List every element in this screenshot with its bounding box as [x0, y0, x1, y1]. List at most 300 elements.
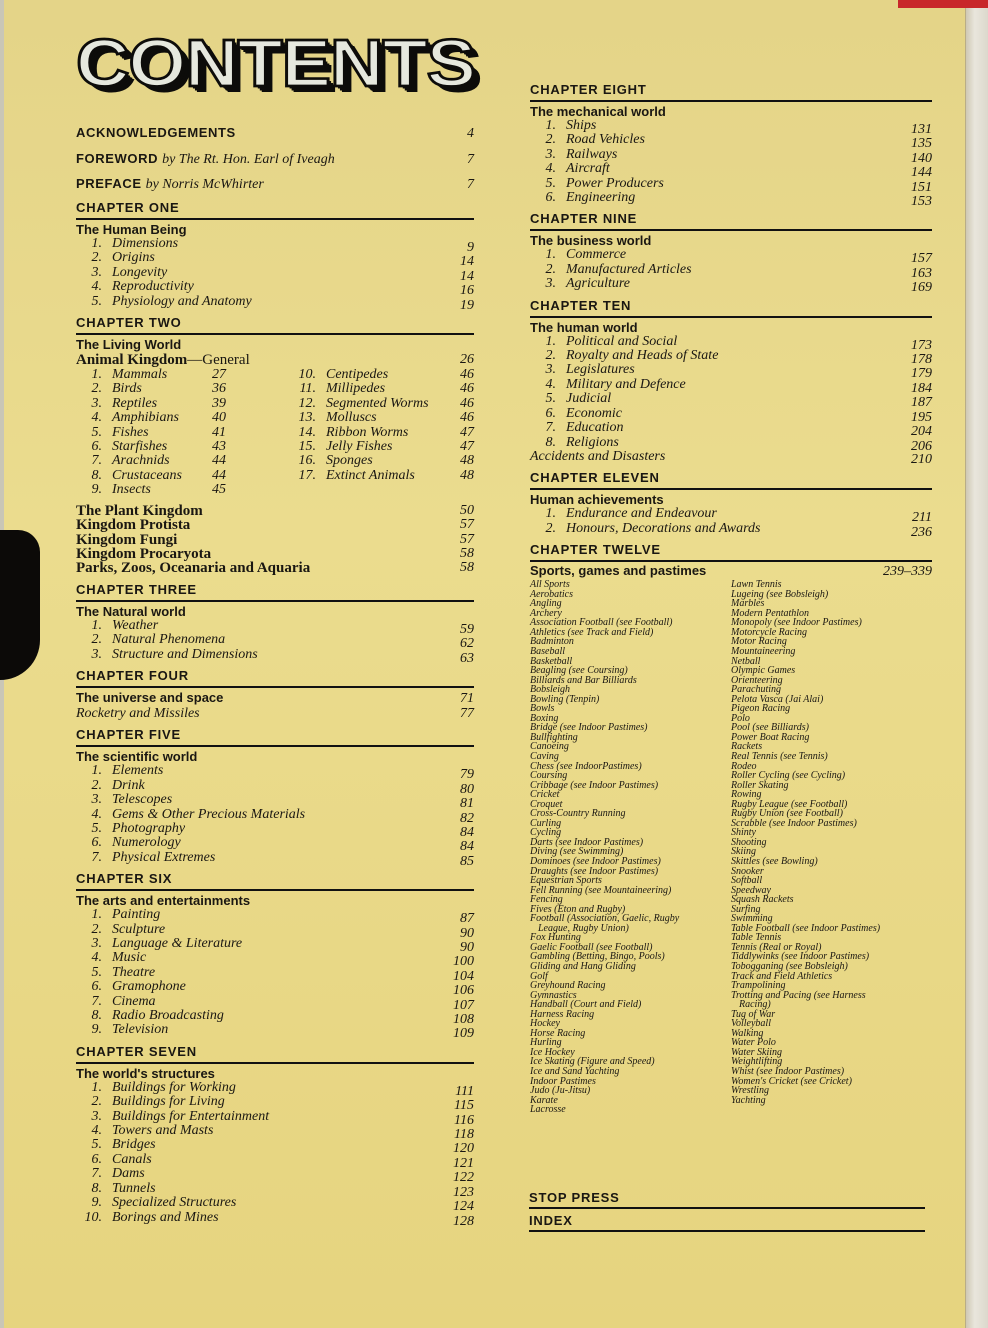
sport-entry[interactable]: Equestrian Sports	[530, 875, 602, 887]
item-number: 4.	[545, 376, 556, 392]
sport-entry[interactable]: Softball	[731, 875, 763, 887]
sport-entry[interactable]: Ice and Sand Yachting	[530, 1066, 620, 1078]
front-matter-acknowledgements[interactable]	[76, 125, 474, 142]
chapter-subtitle-row[interactable]	[76, 691, 474, 707]
sport-entry[interactable]: Motor Racing	[731, 636, 787, 648]
toc-entry[interactable]	[530, 161, 932, 181]
page-number: 184	[911, 380, 932, 396]
sport-entry[interactable]: Ice Skating (Figure and Speed)	[530, 1056, 655, 1068]
item-number: 5.	[91, 1137, 102, 1153]
sport-entry[interactable]: Water Skiing	[731, 1046, 783, 1058]
sport-entry[interactable]: Beagling (see Coursing)	[530, 665, 628, 677]
front-matter-preface[interactable]	[76, 175, 474, 192]
sport-entry[interactable]: Bullfighting	[530, 731, 578, 743]
animal-entry[interactable]	[76, 469, 288, 483]
toc-entry[interactable]	[76, 763, 474, 783]
sport-entry[interactable]: Pool (see Billiards)	[731, 722, 809, 734]
item-number: 14.	[298, 424, 316, 440]
toc-entry[interactable]	[76, 849, 474, 869]
item-number: 2.	[545, 348, 556, 364]
toc-entry[interactable]	[76, 1180, 474, 1200]
sport-entry[interactable]: Monopoly (see Indoor Pastimes)	[731, 617, 862, 629]
item-number: 2.	[91, 921, 102, 937]
front-matter-foreword[interactable]	[76, 150, 474, 167]
page-number: 45	[212, 482, 226, 498]
item-label: Economic	[566, 405, 622, 421]
sport-entry[interactable]: Shinty	[731, 827, 756, 839]
page-number: 7	[467, 177, 474, 192]
chapter-heading[interactable]: CHAPTER ELEVEN	[530, 470, 932, 490]
sport-entry[interactable]: Rugby Union (see Football)	[731, 808, 843, 820]
sport-entry[interactable]: Bowling (Tenpin)	[530, 693, 600, 705]
toc-entry[interactable]	[76, 293, 474, 313]
animal-entry[interactable]	[76, 368, 288, 382]
toc-entry[interactable]	[530, 175, 932, 195]
sport-entry[interactable]: Lacrosse	[530, 1104, 566, 1116]
sport-entry[interactable]: Gaelic Football (see Football)	[530, 941, 653, 953]
item-label: Cinema	[112, 993, 156, 1009]
toc-entry[interactable]	[530, 405, 932, 425]
toc-entry[interactable]	[530, 132, 932, 152]
sport-entry[interactable]: Hockey	[530, 1018, 560, 1030]
page-number: 131	[911, 122, 932, 137]
toc-entry[interactable]	[76, 1022, 474, 1042]
sport-entry[interactable]: Pigeon Racing	[731, 703, 791, 715]
page-number: 43	[212, 439, 226, 455]
page-number: 122	[453, 1170, 474, 1186]
sport-entry[interactable]: Table Tennis	[731, 932, 782, 944]
chapter-subtitle: The arts and entertainments	[76, 893, 251, 909]
item-number: 1.	[91, 763, 102, 779]
animal-entry[interactable]	[288, 368, 474, 382]
item-label: Fishes	[112, 424, 149, 440]
sport-entry[interactable]: Tennis (Real or Royal)	[731, 941, 822, 953]
sport-entry[interactable]: Shooting	[731, 836, 767, 848]
page-range: 239–339	[883, 564, 932, 580]
animal-entry[interactable]	[76, 483, 288, 497]
sport-entry[interactable]: Rackets	[731, 741, 763, 753]
page-number: 169	[911, 280, 932, 296]
toc-entry[interactable]	[76, 1108, 474, 1128]
toc-entry[interactable]	[76, 632, 474, 652]
toc-entry[interactable]	[76, 1123, 474, 1143]
item-label: Kingdom Procaryota	[76, 545, 212, 562]
sport-entry[interactable]: Real Tennis (see Tennis)	[731, 750, 828, 762]
front-matter	[76, 125, 474, 192]
sport-entry[interactable]: Aerobatics	[530, 588, 573, 600]
item-number: 13.	[298, 410, 316, 426]
item-label: Specialized Structures	[112, 1195, 237, 1211]
sport-entry[interactable]: Basketball	[530, 655, 573, 667]
toc-entry[interactable]	[76, 1151, 474, 1171]
toc-entry[interactable]	[76, 907, 474, 927]
sport-entry[interactable]: Darts (see Indoor Pastimes)	[530, 836, 644, 848]
page-number: 47	[460, 439, 474, 455]
sport-entry[interactable]: Tiddlywinks (see Indoor Pastimes)	[731, 951, 870, 963]
sport-entry[interactable]: Judo (Ju-Jitsu)	[530, 1085, 591, 1097]
item-label: Commerce	[566, 247, 627, 263]
item-label: Natural Phenomena	[112, 632, 226, 648]
item-number: 1.	[91, 907, 102, 923]
page-number: 118	[454, 1127, 474, 1143]
page-number: 57	[460, 517, 474, 533]
chapter-heading[interactable]: CHAPTER TWO	[76, 315, 474, 335]
chapter-subtitle: The mechanical world	[530, 104, 666, 119]
sport-entry[interactable]: Polo	[731, 712, 750, 724]
animal-kingdom-suffix: —General	[187, 352, 250, 369]
toc-entry[interactable]	[76, 964, 474, 984]
toc-entry[interactable]	[530, 118, 932, 137]
kingdom-entry[interactable]	[76, 504, 474, 518]
page-number: 79	[460, 767, 474, 783]
sport-entry[interactable]: Racing)	[739, 999, 771, 1011]
toc-entry[interactable]	[530, 333, 932, 353]
item-number: 6.	[91, 979, 102, 995]
item-label: Amphibians	[112, 410, 179, 426]
page-number: 178	[911, 352, 932, 368]
sport-entry[interactable]: Orienteering	[731, 674, 783, 686]
sport-entry[interactable]: Draughts (see Indoor Pastimes)	[530, 865, 659, 877]
sport-entry[interactable]: Handball (Court and Field)	[530, 999, 642, 1011]
sport-entry[interactable]: Women's Cricket (see Cricket)	[731, 1075, 852, 1087]
item-number: 10.	[84, 1209, 102, 1225]
page-number: 47	[460, 424, 474, 440]
toc-entry[interactable]	[76, 617, 474, 637]
sport-entry[interactable]: Gymnastics	[530, 989, 577, 1001]
toc-entry[interactable]	[76, 777, 474, 797]
item-number: 9.	[91, 1022, 102, 1038]
item-number: 1.	[91, 367, 102, 383]
page-number: 179	[911, 366, 932, 382]
item-number: 8.	[545, 434, 556, 450]
sport-entry[interactable]: Roller Cycling (see Cycling)	[731, 770, 846, 782]
toc-entry[interactable]	[530, 434, 932, 454]
kingdom-entry[interactable]	[76, 547, 474, 561]
sport-entry[interactable]: Snooker	[731, 865, 764, 877]
item-label: Telescopes	[112, 792, 173, 808]
sport-entry[interactable]: Squash Rackets	[731, 894, 794, 906]
sport-entry[interactable]: Skiing	[731, 846, 756, 858]
sport-entry[interactable]: Gambling (Betting, Bingo, Pools)	[530, 951, 665, 963]
chapter-heading[interactable]: CHAPTER ONE	[76, 200, 474, 220]
kingdom-entry[interactable]	[76, 518, 474, 532]
sport-entry[interactable]: Track and Field Athletics	[731, 970, 833, 982]
toc-entry[interactable]	[76, 792, 474, 812]
item-number: 4.	[91, 950, 102, 966]
stop-press-entry[interactable]: STOP PRESS	[529, 1190, 925, 1209]
sport-entry[interactable]: Wrestling	[731, 1085, 769, 1097]
sport-entry[interactable]: Weightlifting	[731, 1056, 783, 1068]
sport-entry[interactable]: Cross-Country Running	[530, 808, 626, 820]
item-label: Music	[112, 950, 147, 966]
toc-entry[interactable]	[530, 261, 932, 281]
animal-entry[interactable]	[288, 411, 474, 425]
sport-entry[interactable]: Volleyball	[731, 1018, 771, 1030]
toc-entry[interactable]	[530, 247, 932, 267]
sport-entry[interactable]: Whist (see Indoor Pastimes)	[731, 1066, 845, 1078]
toc-entry[interactable]	[76, 236, 474, 255]
item-number: 5.	[91, 820, 102, 836]
sport-entry[interactable]: Curling	[530, 817, 562, 829]
item-label: Ships	[566, 118, 597, 133]
sport-entry[interactable]: Power Boat Racing	[731, 731, 810, 743]
sport-entry[interactable]: Bridge (see Indoor Pastimes)	[530, 722, 648, 734]
item-label: Buildings for Living	[112, 1094, 225, 1110]
toc-entry[interactable]	[76, 250, 474, 270]
item-label: Structure and Dimensions	[112, 646, 258, 662]
sport-entry[interactable]: Diving (see Swimming)	[530, 846, 624, 858]
chapter-subtitle: The human world	[530, 319, 638, 335]
item-number: 2.	[91, 777, 102, 793]
page-number: 19	[460, 297, 474, 313]
page-number: 104	[453, 968, 474, 984]
toc-entry[interactable]	[76, 979, 474, 999]
sport-entry[interactable]: Lawn Tennis	[731, 579, 782, 591]
item-number: 3.	[545, 276, 556, 292]
item-number: 5.	[545, 175, 556, 191]
chapter-heading[interactable]: CHAPTER EIGHT	[530, 82, 932, 102]
animal-entry[interactable]	[288, 397, 474, 411]
item-number: 2.	[91, 250, 102, 266]
sport-entry[interactable]: Billiards and Bar Billiards	[530, 674, 637, 686]
sport-entry[interactable]: Association Football (see Football)	[530, 617, 673, 629]
chapter-heading[interactable]: CHAPTER THREE	[76, 582, 474, 602]
toc-entry[interactable]	[76, 1137, 474, 1157]
sport-entry[interactable]: Gliding and Hang Gliding	[530, 961, 636, 972]
sport-entry[interactable]: Cycling	[530, 827, 562, 839]
sport-entry[interactable]: Coursing	[530, 770, 568, 782]
chapter-extra-item[interactable]	[530, 448, 932, 467]
sport-entry[interactable]: Fell Running (see Mountaineering)	[530, 884, 672, 896]
page-number: 163	[911, 265, 932, 281]
sport-entry[interactable]: Greyhound Racing	[530, 980, 606, 992]
sport-entry[interactable]: Tobogganing (see Bobsleigh)	[731, 961, 848, 972]
sport-entry[interactable]: Modern Pentathlon	[731, 607, 810, 619]
kingdom-entry[interactable]	[76, 561, 474, 575]
chapter-heading[interactable]: CHAPTER SIX	[76, 871, 474, 891]
page-number: 48	[460, 453, 474, 469]
item-label: Reptiles	[112, 395, 158, 411]
item-label: Arachnids	[112, 453, 170, 469]
chapter-eleven	[530, 470, 932, 540]
sport-entry[interactable]: Pelota Vasca (Jai Alai)	[731, 693, 824, 705]
item-label: Ribbon Worms	[326, 424, 409, 440]
toc-entry[interactable]	[76, 646, 474, 666]
sport-entry[interactable]: Golf	[530, 970, 548, 982]
sport-entry[interactable]: Horse Racing	[530, 1027, 586, 1039]
sport-entry[interactable]: Indoor Pastimes	[530, 1075, 596, 1087]
sport-entry[interactable]: Bowls	[530, 703, 555, 715]
chapter-subtitle: The universe and space	[76, 689, 224, 705]
sport-entry[interactable]: Trampolining	[731, 980, 786, 992]
sport-entry[interactable]: Skittles (see Bowling)	[731, 855, 818, 867]
animal-entry[interactable]	[288, 382, 474, 396]
chapter-five	[76, 727, 474, 869]
toc-entry[interactable]	[76, 950, 474, 970]
sport-entry[interactable]: Rodeo	[731, 760, 757, 772]
item-label: Starfishes	[112, 439, 168, 455]
toc-entry[interactable]	[530, 276, 932, 296]
item-number: 6.	[91, 1151, 102, 1167]
toc-entry[interactable]	[76, 1166, 474, 1186]
sport-entry[interactable]: Scrabble (see Indoor Pastimes)	[731, 817, 857, 829]
item-label: Painting	[112, 907, 161, 923]
page-number: 46	[460, 367, 474, 383]
page-number: 40	[212, 410, 226, 426]
sport-entry[interactable]: Athletics (see Track and Field)	[530, 626, 654, 638]
sport-entry[interactable]: Yachting	[731, 1094, 766, 1106]
toc-entry[interactable]	[76, 820, 474, 840]
sport-entry[interactable]: Canoeing	[530, 741, 569, 753]
chapter-heading[interactable]: CHAPTER NINE	[530, 211, 932, 231]
sport-entry[interactable]: Rowing	[731, 789, 762, 801]
sport-entry[interactable]: Dominoes (see Indoor Pastimes)	[530, 855, 661, 867]
toc-entry[interactable]	[530, 506, 932, 526]
sport-entry[interactable]: Hurling	[530, 1037, 562, 1049]
animal-groups-left	[76, 368, 288, 498]
toc-entry[interactable]	[76, 264, 474, 284]
toc-entry[interactable]	[76, 921, 474, 941]
page-number: 106	[453, 983, 474, 999]
sport-entry[interactable]: Chess (see IndoorPastimes)	[530, 760, 642, 772]
chapter-two	[76, 315, 474, 576]
animal-entry[interactable]	[76, 426, 288, 440]
toc-entry[interactable]	[76, 1079, 474, 1099]
toc-entry[interactable]	[76, 1094, 474, 1114]
sport-entry[interactable]: Speedway	[731, 884, 771, 896]
sport-entry[interactable]: Fencing	[530, 894, 563, 906]
sport-entry[interactable]: Baseball	[530, 645, 565, 657]
toc-entry[interactable]	[76, 1209, 474, 1229]
toc-entry[interactable]	[76, 279, 474, 299]
toc-entry[interactable]	[76, 806, 474, 826]
toc-entry[interactable]	[76, 835, 474, 855]
animal-kingdom-entry[interactable]	[76, 352, 474, 368]
animal-entry[interactable]	[288, 426, 474, 440]
chapter-heading[interactable]: CHAPTER SEVEN	[76, 1044, 474, 1064]
chapter-extra-item[interactable]	[76, 707, 474, 721]
item-label: Crustaceans	[112, 467, 182, 483]
item-number: 1.	[545, 506, 556, 522]
sport-entry[interactable]: Trotting and Pacing (see Harness	[731, 989, 866, 1001]
item-label: Aircraft	[566, 161, 610, 177]
item-number: 3.	[91, 1108, 102, 1124]
sport-entry[interactable]: Motorcycle Racing	[731, 626, 807, 638]
chapter-heading[interactable]: CHAPTER TEN	[530, 298, 932, 318]
sport-entry[interactable]: Bobsleigh	[530, 684, 570, 696]
sport-entry[interactable]: Boxing	[530, 712, 559, 724]
chapter-heading[interactable]: CHAPTER FOUR	[76, 668, 474, 688]
toc-entry[interactable]	[530, 362, 932, 382]
animal-entry[interactable]	[288, 440, 474, 454]
toc-entry[interactable]	[530, 376, 932, 396]
item-number: 9.	[91, 1195, 102, 1211]
chapter-heading[interactable]: CHAPTER FIVE	[76, 727, 474, 747]
toc-entry[interactable]	[530, 348, 932, 368]
sport-entry[interactable]: Caving	[530, 750, 559, 762]
sport-entry[interactable]: Rugby League (see Football)	[731, 798, 848, 810]
toc-entry[interactable]	[76, 1195, 474, 1215]
sport-entry[interactable]: Archery	[530, 607, 562, 619]
sport-entry[interactable]: Karate	[530, 1094, 558, 1106]
chapter-heading[interactable]: CHAPTER TWELVE	[530, 542, 932, 562]
toc-entry[interactable]	[76, 1008, 474, 1028]
chapter-items	[530, 118, 932, 210]
toc-entry[interactable]	[530, 391, 932, 411]
sport-entry[interactable]: Marbles	[731, 598, 765, 610]
sport-entry[interactable]: Angling	[530, 598, 562, 610]
kingdom-entry[interactable]	[76, 533, 474, 547]
item-number: 3.	[91, 646, 102, 662]
sport-entry[interactable]: Netball	[731, 655, 761, 667]
animal-entry[interactable]	[76, 397, 288, 411]
animal-entry[interactable]	[288, 469, 474, 483]
item-label: Drink	[112, 777, 145, 793]
item-label: Agriculture	[566, 276, 631, 292]
animal-entry[interactable]	[76, 454, 288, 468]
toc-entry[interactable]	[530, 190, 932, 210]
sport-entry[interactable]: Fives (Eton and Rugby)	[530, 903, 626, 915]
sport-entry[interactable]: Parachuting	[731, 684, 781, 696]
item-label: Language & Literature	[112, 936, 243, 951]
page-number: 14	[460, 268, 474, 284]
sport-entry[interactable]: Olympic Games	[731, 665, 796, 677]
item-number: 6.	[91, 835, 102, 851]
page-number: 151	[911, 179, 932, 195]
sport-entry[interactable]: Ice Hockey	[530, 1046, 575, 1058]
sport-entry[interactable]: Surfing	[731, 903, 761, 915]
page-number: 7	[467, 152, 474, 167]
animal-entry[interactable]	[76, 440, 288, 454]
sport-entry[interactable]: League, Rugby Union)	[538, 922, 629, 934]
page-number: 57	[460, 531, 474, 547]
toc-entry[interactable]	[530, 420, 932, 440]
sport-entry[interactable]: Badminton	[530, 636, 574, 648]
item-number: 8.	[91, 467, 102, 483]
animal-entry[interactable]	[76, 411, 288, 425]
sport-entry[interactable]: Swimming	[731, 913, 773, 925]
sport-entry[interactable]: Lugeing (see Bobsleigh)	[731, 588, 829, 600]
sport-entry[interactable]: Roller Skating	[731, 779, 789, 791]
sport-entry[interactable]: Mountaineering	[731, 645, 796, 657]
sport-entry[interactable]: All Sports	[530, 579, 570, 591]
sport-entry[interactable]: Croquet	[530, 798, 563, 810]
sport-entry[interactable]: Table Football (see Indoor Pastimes)	[731, 922, 881, 934]
toc-entry[interactable]	[530, 520, 932, 540]
sport-entry[interactable]: Football (Association, Gaelic, Rugby	[530, 913, 680, 925]
sport-entry[interactable]: Cribbage (see Indoor Pastimes)	[530, 779, 659, 791]
chapter-subtitle-row[interactable]	[530, 562, 932, 580]
animal-entry[interactable]	[288, 454, 474, 468]
sport-entry[interactable]: Walking	[731, 1027, 764, 1039]
item-number: 15.	[298, 439, 316, 455]
item-number: 7.	[91, 993, 102, 1009]
page-number: 116	[454, 1112, 474, 1128]
toc-entry[interactable]	[76, 993, 474, 1013]
chapter-subtitle: The Natural world	[76, 603, 186, 619]
index-entry[interactable]: INDEX	[529, 1213, 925, 1232]
sport-entry[interactable]: Cricket	[530, 789, 560, 801]
animal-entry[interactable]	[76, 382, 288, 396]
sport-entry[interactable]: Tug of War	[731, 1008, 776, 1020]
sport-entry[interactable]: Harness Racing	[530, 1008, 595, 1020]
item-label: Religions	[566, 434, 619, 450]
toc-entry[interactable]	[76, 936, 474, 955]
sports-list-right	[731, 580, 932, 1115]
sport-entry[interactable]: Fox Hunting	[530, 932, 581, 944]
toc-entry[interactable]	[530, 146, 932, 166]
sport-entry[interactable]: Water Polo	[731, 1037, 776, 1049]
